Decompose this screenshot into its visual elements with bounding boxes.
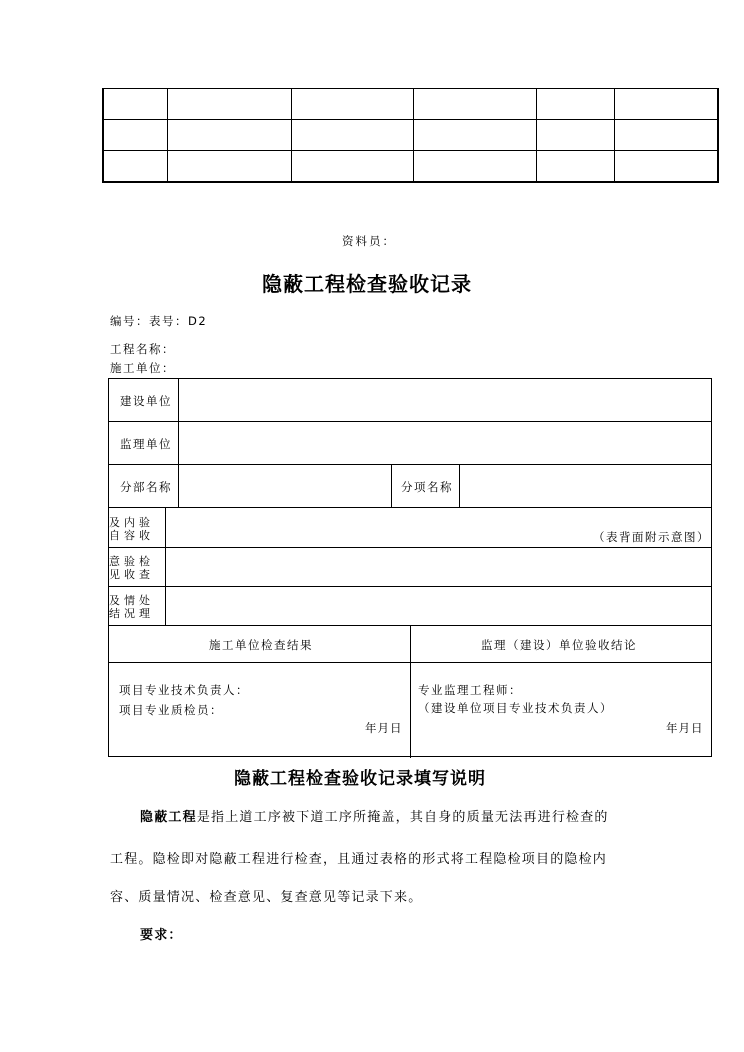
content-note: （表背面附示意图）: [593, 530, 710, 544]
project-name-label: 工程名称：: [110, 342, 175, 356]
quality-inspector-label: 项目专业质检员：: [119, 703, 223, 717]
supervisor-label: 监理单位: [120, 437, 172, 451]
builder-tech-lead-label: （建设单位项目专业技术负责人）: [418, 701, 613, 715]
supervising-engineer-label: 专业监理工程师：: [418, 683, 522, 697]
division-label: 分部名称: [120, 480, 172, 494]
supervisor-conclusion-header: 监理（建设）单位验收结论: [481, 638, 637, 652]
table-row: [103, 89, 718, 120]
instructions-paragraph-3: 容、质量情况、检查意见、复查意见等记录下来。: [110, 890, 423, 905]
builder-label: 建设单位: [120, 394, 172, 408]
clerk-label: 资料员：: [342, 234, 396, 248]
table-row: [103, 151, 718, 183]
contractor-label: 施工单位：: [110, 361, 175, 375]
contractor-result-header: 施工单位检查结果: [209, 638, 313, 652]
requirements-label: 要求：: [140, 928, 183, 943]
content-label: 及内验 自容收: [109, 516, 154, 542]
table-row: [103, 120, 718, 151]
form-title: 隐蔽工程检查验收记录: [262, 272, 472, 296]
previous-page-table: [102, 88, 719, 183]
inspection-form: [108, 378, 712, 757]
opinion-label: 意验检 见收查: [109, 555, 154, 581]
form-number: 编号：表号：D2: [110, 314, 208, 328]
instructions-paragraph-2: 工程。隐检即对隐蔽工程进行检查，且通过表格的形式将工程隐检项目的隐检内: [110, 852, 608, 867]
tech-lead-label: 项目专业技术负责人：: [119, 683, 249, 697]
handling-label: 及情处 结况理: [109, 594, 154, 620]
date-left: 年月日: [365, 721, 403, 735]
date-right: 年月日: [666, 721, 704, 735]
instructions-paragraph-1: 隐蔽工程是指上道工序被下道工序所掩盖，其自身的质量无法再进行检查的: [140, 810, 609, 825]
subitem-label: 分项名称: [401, 480, 453, 494]
instructions-title: 隐蔽工程检查验收记录填写说明: [234, 769, 486, 789]
